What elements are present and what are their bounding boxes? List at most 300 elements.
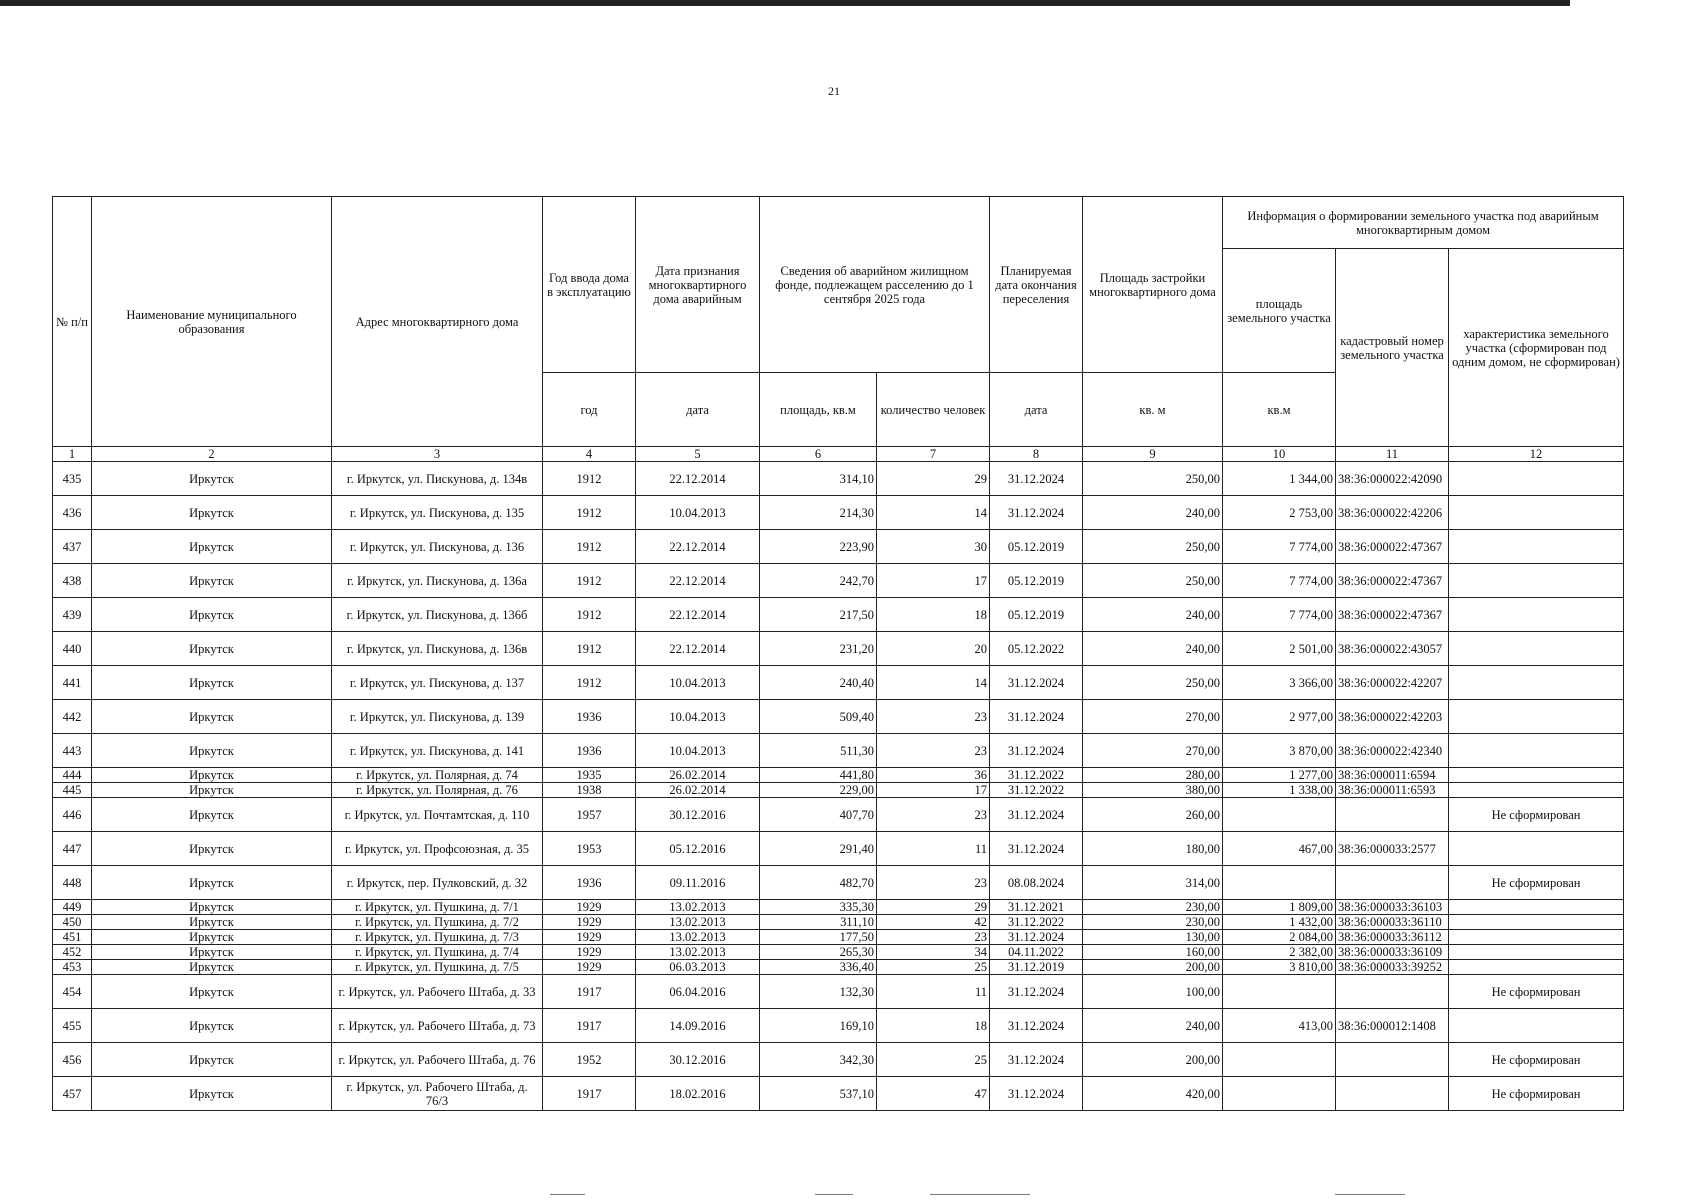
- cadastral-cell: 38:36:000022:42090: [1336, 462, 1449, 496]
- municipality-cell: Иркутск: [92, 632, 332, 666]
- people-cell: 17: [877, 783, 990, 798]
- land-char-cell: [1449, 496, 1624, 530]
- area-cell: 240,40: [760, 666, 877, 700]
- building-area-cell: 420,00: [1083, 1077, 1223, 1111]
- recognized-date-cell: 13.02.2013: [636, 900, 760, 915]
- planned-end-cell: 05.12.2022: [990, 632, 1083, 666]
- header-emergency-fund: Сведения об аварийном жилищном фонде, подлежащем расселению до 1 сентября 2025 года: [760, 197, 990, 373]
- land-area-cell: 7 774,00: [1223, 598, 1336, 632]
- recognized-date-cell: 10.04.2013: [636, 734, 760, 768]
- area-cell: 441,80: [760, 768, 877, 783]
- municipality-cell: Иркутск: [92, 900, 332, 915]
- municipality-cell: Иркутск: [92, 930, 332, 945]
- recognized-date-cell: 26.02.2014: [636, 768, 760, 783]
- row-number: 448: [53, 866, 92, 900]
- table-row: [53, 866, 1624, 900]
- building-area-cell: 240,00: [1083, 632, 1223, 666]
- people-cell: 23: [877, 866, 990, 900]
- year-cell: 1929: [543, 930, 636, 945]
- recognized-date-cell: 22.12.2014: [636, 530, 760, 564]
- municipality-cell: Иркутск: [92, 564, 332, 598]
- area-cell: 407,70: [760, 798, 877, 832]
- recognized-date-cell: 06.03.2013: [636, 960, 760, 975]
- recognized-date-cell: 14.09.2016: [636, 1009, 760, 1043]
- land-char-cell: [1449, 462, 1624, 496]
- building-area-cell: 160,00: [1083, 945, 1223, 960]
- land-area-cell: 3 366,00: [1223, 666, 1336, 700]
- cadastral-cell: [1336, 975, 1449, 1009]
- land-char-cell: Не сформирован: [1449, 1043, 1624, 1077]
- table-row: [53, 666, 1624, 700]
- planned-end-cell: 31.12.2022: [990, 783, 1083, 798]
- municipality-cell: Иркутск: [92, 945, 332, 960]
- table-row: [53, 783, 1624, 798]
- column-number: 4: [543, 447, 636, 462]
- land-char-cell: [1449, 930, 1624, 945]
- planned-end-cell: 31.12.2024: [990, 798, 1083, 832]
- year-cell: 1912: [543, 462, 636, 496]
- planned-end-cell: 31.12.2022: [990, 915, 1083, 930]
- year-cell: 1912: [543, 496, 636, 530]
- table-body: [53, 462, 1624, 1111]
- people-cell: 29: [877, 462, 990, 496]
- people-cell: 11: [877, 832, 990, 866]
- land-char-cell: [1449, 832, 1624, 866]
- planned-end-cell: 31.12.2021: [990, 900, 1083, 915]
- scan-artifact: [550, 1194, 585, 1195]
- address-cell: г. Иркутск, ул. Профсоюзная, д. 35: [332, 832, 543, 866]
- area-cell: 336,40: [760, 960, 877, 975]
- table-row: [53, 496, 1624, 530]
- cadastral-cell: 38:36:000022:42340: [1336, 734, 1449, 768]
- planned-end-cell: 05.12.2019: [990, 598, 1083, 632]
- table-row: [53, 700, 1624, 734]
- recognized-date-cell: 13.02.2013: [636, 945, 760, 960]
- land-area-cell: [1223, 866, 1336, 900]
- row-number: 438: [53, 564, 92, 598]
- building-area-cell: 250,00: [1083, 462, 1223, 496]
- people-cell: 23: [877, 734, 990, 768]
- year-cell: 1929: [543, 900, 636, 915]
- cadastral-cell: 38:36:000033:36109: [1336, 945, 1449, 960]
- land-char-cell: [1449, 666, 1624, 700]
- municipality-cell: Иркутск: [92, 1077, 332, 1111]
- municipality-cell: Иркутск: [92, 666, 332, 700]
- address-cell: г. Иркутск, ул. Пушкина, д. 7/5: [332, 960, 543, 975]
- land-area-cell: 3 810,00: [1223, 960, 1336, 975]
- planned-end-cell: 31.12.2022: [990, 768, 1083, 783]
- recognized-date-cell: 05.12.2016: [636, 832, 760, 866]
- address-cell: г. Иркутск, ул. Рабочего Штаба, д. 33: [332, 975, 543, 1009]
- cadastral-cell: [1336, 1043, 1449, 1077]
- row-number: 449: [53, 900, 92, 915]
- column-number: 9: [1083, 447, 1223, 462]
- building-area-cell: 240,00: [1083, 496, 1223, 530]
- column-number: 7: [877, 447, 990, 462]
- year-cell: 1912: [543, 530, 636, 564]
- row-number: 452: [53, 945, 92, 960]
- year-cell: 1917: [543, 1077, 636, 1111]
- area-cell: 311,10: [760, 915, 877, 930]
- land-area-cell: 3 870,00: [1223, 734, 1336, 768]
- people-cell: 34: [877, 945, 990, 960]
- area-cell: 229,00: [760, 783, 877, 798]
- planned-end-cell: 08.08.2024: [990, 866, 1083, 900]
- land-area-cell: 2 977,00: [1223, 700, 1336, 734]
- people-cell: 42: [877, 915, 990, 930]
- year-cell: 1912: [543, 666, 636, 700]
- cadastral-cell: 38:36:000022:47367: [1336, 598, 1449, 632]
- area-cell: 214,30: [760, 496, 877, 530]
- scan-artifact: [930, 1194, 1030, 1195]
- land-char-cell: [1449, 945, 1624, 960]
- building-area-cell: 200,00: [1083, 960, 1223, 975]
- planned-end-cell: 31.12.2024: [990, 1043, 1083, 1077]
- planned-end-cell: 31.12.2024: [990, 700, 1083, 734]
- land-char-cell: [1449, 900, 1624, 915]
- land-char-cell: [1449, 530, 1624, 564]
- address-cell: г. Иркутск, ул. Пушкина, д. 7/1: [332, 900, 543, 915]
- row-number: 450: [53, 915, 92, 930]
- year-cell: 1912: [543, 564, 636, 598]
- address-cell: г. Иркутск, ул. Пискунова, д. 136а: [332, 564, 543, 598]
- building-area-cell: 380,00: [1083, 783, 1223, 798]
- land-area-cell: [1223, 798, 1336, 832]
- year-cell: 1917: [543, 975, 636, 1009]
- row-number: 440: [53, 632, 92, 666]
- land-char-cell: Не сформирован: [1449, 975, 1624, 1009]
- year-cell: 1936: [543, 700, 636, 734]
- address-cell: г. Иркутск, ул. Рабочего Штаба, д. 76/3: [332, 1077, 543, 1111]
- people-cell: 23: [877, 700, 990, 734]
- year-cell: 1952: [543, 1043, 636, 1077]
- scan-top-border: [0, 0, 1570, 6]
- year-cell: 1929: [543, 960, 636, 975]
- table-row: [53, 462, 1624, 496]
- land-char-cell: [1449, 632, 1624, 666]
- recognized-date-cell: 26.02.2014: [636, 783, 760, 798]
- year-cell: 1935: [543, 768, 636, 783]
- header-land-char: характеристика земельного участка (сформирован под одним домом, не сформирован): [1449, 249, 1624, 447]
- cadastral-cell: [1336, 1077, 1449, 1111]
- row-number: 445: [53, 783, 92, 798]
- area-cell: 177,50: [760, 930, 877, 945]
- table-row: [53, 1009, 1624, 1043]
- page-number: 21: [828, 84, 840, 98]
- cadastral-cell: 38:36:000022:42207: [1336, 666, 1449, 700]
- land-area-cell: 7 774,00: [1223, 530, 1336, 564]
- cadastral-cell: 38:36:000033:36112: [1336, 930, 1449, 945]
- planned-end-cell: 05.12.2019: [990, 564, 1083, 598]
- building-area-cell: 250,00: [1083, 530, 1223, 564]
- table-row: [53, 768, 1624, 783]
- header-municipality: Наименование муниципального образования: [92, 197, 332, 447]
- people-cell: 47: [877, 1077, 990, 1111]
- municipality-cell: Иркутск: [92, 975, 332, 1009]
- table-row: [53, 900, 1624, 915]
- area-cell: 342,30: [760, 1043, 877, 1077]
- table-row: [53, 530, 1624, 564]
- area-cell: 231,20: [760, 632, 877, 666]
- municipality-cell: Иркутск: [92, 1009, 332, 1043]
- row-number: 443: [53, 734, 92, 768]
- municipality-cell: Иркутск: [92, 960, 332, 975]
- recognized-date-cell: 30.12.2016: [636, 1043, 760, 1077]
- table-row: [53, 598, 1624, 632]
- planned-end-cell: 31.12.2019: [990, 960, 1083, 975]
- row-number: 441: [53, 666, 92, 700]
- land-char-cell: [1449, 700, 1624, 734]
- municipality-cell: Иркутск: [92, 783, 332, 798]
- land-area-cell: [1223, 1043, 1336, 1077]
- land-char-cell: Не сформирован: [1449, 1077, 1624, 1111]
- address-cell: г. Иркутск, ул. Полярная, д. 76: [332, 783, 543, 798]
- area-cell: 265,30: [760, 945, 877, 960]
- recognized-date-cell: 13.02.2013: [636, 930, 760, 945]
- header-cadastral: кадастровый номер земельного участка: [1336, 249, 1449, 447]
- people-cell: 29: [877, 900, 990, 915]
- land-area-cell: 2 382,00: [1223, 945, 1336, 960]
- building-area-cell: 240,00: [1083, 598, 1223, 632]
- recognized-date-cell: 22.12.2014: [636, 564, 760, 598]
- year-cell: 1938: [543, 783, 636, 798]
- building-area-cell: 280,00: [1083, 768, 1223, 783]
- recognized-date-cell: 10.04.2013: [636, 666, 760, 700]
- recognized-date-cell: 10.04.2013: [636, 496, 760, 530]
- table-row: [53, 632, 1624, 666]
- column-number: 1: [53, 447, 92, 462]
- people-cell: 11: [877, 975, 990, 1009]
- planned-end-cell: 31.12.2024: [990, 832, 1083, 866]
- planned-end-cell: 31.12.2024: [990, 734, 1083, 768]
- row-number: 447: [53, 832, 92, 866]
- area-cell: 223,90: [760, 530, 877, 564]
- area-cell: 482,70: [760, 866, 877, 900]
- address-cell: г. Иркутск, ул. Пискунова, д. 137: [332, 666, 543, 700]
- municipality-cell: Иркутск: [92, 866, 332, 900]
- row-number: 457: [53, 1077, 92, 1111]
- area-cell: 335,30: [760, 900, 877, 915]
- building-area-cell: 314,00: [1083, 866, 1223, 900]
- planned-end-cell: 31.12.2024: [990, 975, 1083, 1009]
- land-area-cell: [1223, 1077, 1336, 1111]
- table-row: [53, 975, 1624, 1009]
- address-cell: г. Иркутск, ул. Пискунова, д. 139: [332, 700, 543, 734]
- building-area-cell: 200,00: [1083, 1043, 1223, 1077]
- table-row: [53, 960, 1624, 975]
- recognized-date-cell: 22.12.2014: [636, 632, 760, 666]
- row-number: 453: [53, 960, 92, 975]
- municipality-cell: Иркутск: [92, 915, 332, 930]
- table-row: [53, 734, 1624, 768]
- land-area-cell: 1 432,00: [1223, 915, 1336, 930]
- row-number: 456: [53, 1043, 92, 1077]
- land-char-cell: [1449, 783, 1624, 798]
- people-cell: 36: [877, 768, 990, 783]
- address-cell: г. Иркутск, ул. Почтамтская, д. 110: [332, 798, 543, 832]
- address-cell: г. Иркутск, ул. Пискунова, д. 135: [332, 496, 543, 530]
- people-cell: 20: [877, 632, 990, 666]
- address-cell: г. Иркутск, ул. Пискунова, д. 136б: [332, 598, 543, 632]
- unit-date: дата: [636, 373, 760, 447]
- emergency-housing-table: [52, 196, 1624, 1111]
- column-number: 3: [332, 447, 543, 462]
- planned-end-cell: 31.12.2024: [990, 462, 1083, 496]
- address-cell: г. Иркутск, ул. Пушкина, д. 7/3: [332, 930, 543, 945]
- year-cell: 1929: [543, 945, 636, 960]
- year-cell: 1912: [543, 598, 636, 632]
- cadastral-cell: 38:36:000012:1408: [1336, 1009, 1449, 1043]
- cadastral-cell: [1336, 866, 1449, 900]
- header-building-area: Площадь застройки многоквартирного дома: [1083, 197, 1223, 373]
- building-area-cell: 250,00: [1083, 666, 1223, 700]
- cadastral-cell: 38:36:000022:47367: [1336, 564, 1449, 598]
- recognized-date-cell: 18.02.2016: [636, 1077, 760, 1111]
- row-number: 454: [53, 975, 92, 1009]
- header-land-info: Информация о формировании земельного участка под аварийным многоквартирным домом: [1223, 197, 1624, 249]
- planned-end-cell: 31.12.2024: [990, 930, 1083, 945]
- year-cell: 1912: [543, 632, 636, 666]
- recognized-date-cell: 06.04.2016: [636, 975, 760, 1009]
- people-cell: 17: [877, 564, 990, 598]
- column-numbers-row: [53, 447, 1624, 462]
- table-row: [53, 798, 1624, 832]
- land-char-cell: [1449, 598, 1624, 632]
- column-number: 11: [1336, 447, 1449, 462]
- column-number: 6: [760, 447, 877, 462]
- table-row: [53, 832, 1624, 866]
- unit-year: год: [543, 373, 636, 447]
- cadastral-cell: 38:36:000022:42206: [1336, 496, 1449, 530]
- table-row: [53, 564, 1624, 598]
- recognized-date-cell: 30.12.2016: [636, 798, 760, 832]
- land-char-cell: Не сформирован: [1449, 798, 1624, 832]
- row-number: 446: [53, 798, 92, 832]
- unit-sqm2: кв.м: [1223, 373, 1336, 447]
- row-number: 436: [53, 496, 92, 530]
- area-cell: 217,50: [760, 598, 877, 632]
- row-number: 437: [53, 530, 92, 564]
- land-area-cell: 413,00: [1223, 1009, 1336, 1043]
- cadastral-cell: 38:36:000011:6593: [1336, 783, 1449, 798]
- table-row: [53, 930, 1624, 945]
- header-planned-end: Планируемая дата окончания переселения: [990, 197, 1083, 373]
- land-area-cell: 2 501,00: [1223, 632, 1336, 666]
- land-char-cell: [1449, 564, 1624, 598]
- cadastral-cell: 38:36:000033:2577: [1336, 832, 1449, 866]
- area-cell: 291,40: [760, 832, 877, 866]
- year-cell: 1936: [543, 734, 636, 768]
- land-area-cell: 2 084,00: [1223, 930, 1336, 945]
- cadastral-cell: 38:36:000033:36103: [1336, 900, 1449, 915]
- recognized-date-cell: 22.12.2014: [636, 462, 760, 496]
- people-cell: 18: [877, 598, 990, 632]
- building-area-cell: 130,00: [1083, 930, 1223, 945]
- building-area-cell: 260,00: [1083, 798, 1223, 832]
- building-area-cell: 270,00: [1083, 734, 1223, 768]
- municipality-cell: Иркутск: [92, 700, 332, 734]
- land-area-cell: 1 338,00: [1223, 783, 1336, 798]
- address-cell: г. Иркутск, ул. Пискунова, д. 136: [332, 530, 543, 564]
- row-number: 439: [53, 598, 92, 632]
- building-area-cell: 180,00: [1083, 832, 1223, 866]
- building-area-cell: 270,00: [1083, 700, 1223, 734]
- building-area-cell: 100,00: [1083, 975, 1223, 1009]
- header-address: Адрес многоквартирного дома: [332, 197, 543, 447]
- planned-end-cell: 31.12.2024: [990, 666, 1083, 700]
- address-cell: г. Иркутск, ул. Пушкина, д. 7/4: [332, 945, 543, 960]
- people-cell: 30: [877, 530, 990, 564]
- year-cell: 1953: [543, 832, 636, 866]
- column-number: 10: [1223, 447, 1336, 462]
- building-area-cell: 230,00: [1083, 900, 1223, 915]
- municipality-cell: Иркутск: [92, 462, 332, 496]
- header-year-built: Год ввода дома в эксплуатацию: [543, 197, 636, 373]
- row-number: 455: [53, 1009, 92, 1043]
- cadastral-cell: 38:36:000033:36110: [1336, 915, 1449, 930]
- building-area-cell: 240,00: [1083, 1009, 1223, 1043]
- area-cell: 169,10: [760, 1009, 877, 1043]
- municipality-cell: Иркутск: [92, 530, 332, 564]
- area-cell: 132,30: [760, 975, 877, 1009]
- address-cell: г. Иркутск, ул. Полярная, д. 74: [332, 768, 543, 783]
- municipality-cell: Иркутск: [92, 832, 332, 866]
- address-cell: г. Иркутск, ул. Пушкина, д. 7/2: [332, 915, 543, 930]
- cadastral-cell: [1336, 798, 1449, 832]
- column-number: 12: [1449, 447, 1624, 462]
- cadastral-cell: 38:36:000022:42203: [1336, 700, 1449, 734]
- cadastral-cell: 38:36:000011:6594: [1336, 768, 1449, 783]
- cadastral-cell: 38:36:000033:39252: [1336, 960, 1449, 975]
- building-area-cell: 250,00: [1083, 564, 1223, 598]
- year-cell: 1917: [543, 1009, 636, 1043]
- people-cell: 14: [877, 496, 990, 530]
- land-char-cell: [1449, 915, 1624, 930]
- planned-end-cell: 31.12.2024: [990, 496, 1083, 530]
- area-cell: 314,10: [760, 462, 877, 496]
- cadastral-cell: 38:36:000022:43057: [1336, 632, 1449, 666]
- people-cell: 14: [877, 666, 990, 700]
- land-char-cell: [1449, 1009, 1624, 1043]
- address-cell: г. Иркутск, ул. Пискунова, д. 136в: [332, 632, 543, 666]
- planned-end-cell: 04.11.2022: [990, 945, 1083, 960]
- municipality-cell: Иркутск: [92, 734, 332, 768]
- people-cell: 23: [877, 798, 990, 832]
- land-area-cell: [1223, 975, 1336, 1009]
- area-cell: 242,70: [760, 564, 877, 598]
- unit-people: количество человек: [877, 373, 990, 447]
- unit-sqm: кв. м: [1083, 373, 1223, 447]
- column-number: 2: [92, 447, 332, 462]
- address-cell: г. Иркутск, ул. Пискунова, д. 134в: [332, 462, 543, 496]
- header-land-area: площадь земельного участка: [1223, 249, 1336, 373]
- scan-artifact: [815, 1194, 853, 1195]
- land-area-cell: 1 809,00: [1223, 900, 1336, 915]
- row-number: 451: [53, 930, 92, 945]
- area-cell: 509,40: [760, 700, 877, 734]
- land-char-cell: [1449, 960, 1624, 975]
- area-cell: 511,30: [760, 734, 877, 768]
- people-cell: 23: [877, 930, 990, 945]
- header-num: № п/п: [53, 197, 92, 447]
- year-cell: 1936: [543, 866, 636, 900]
- column-number: 8: [990, 447, 1083, 462]
- land-area-cell: 1 277,00: [1223, 768, 1336, 783]
- land-area-cell: 7 774,00: [1223, 564, 1336, 598]
- land-char-cell: Не сформирован: [1449, 866, 1624, 900]
- row-number: 442: [53, 700, 92, 734]
- land-area-cell: 1 344,00: [1223, 462, 1336, 496]
